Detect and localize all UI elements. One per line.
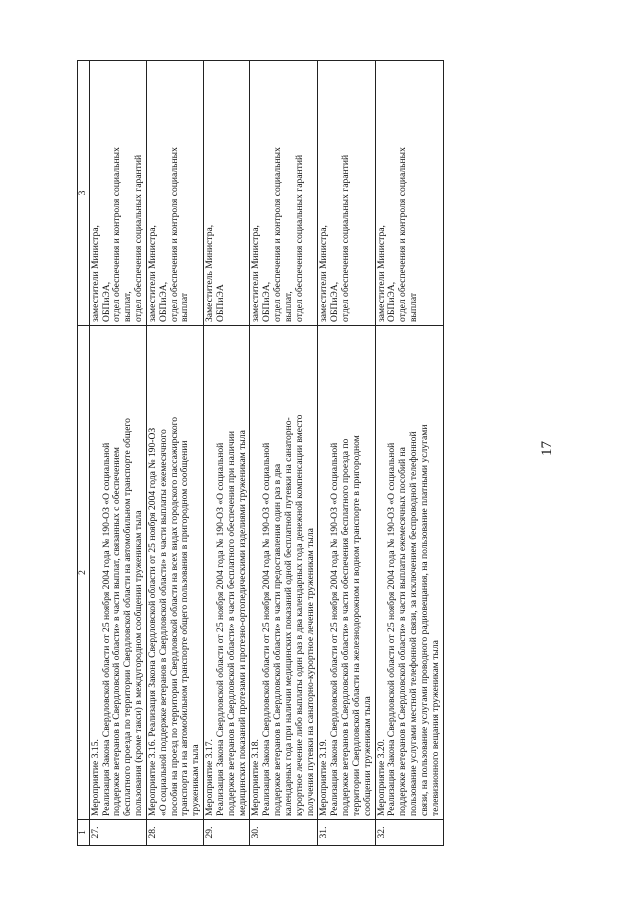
event-text-line: поддержке ветеранов в Свердловской области» в части обеспечения бесплатного проезда по	[340, 438, 352, 816]
table-row	[204, 61, 250, 846]
table-row	[250, 61, 318, 846]
event-text-line: поддержке ветеранов в Свердловской области» в части предоставления один раз в два	[272, 463, 284, 816]
responsible-executors	[318, 61, 375, 326]
responsible-executors	[146, 61, 203, 326]
event-text-line: календарных года при наличии медицинских показаний одной бесплатной путевки на санаторно-	[282, 417, 294, 816]
responsible-text-line: отдел обеспечения социальных гарантий	[340, 154, 352, 322]
row-number: 31.	[318, 820, 375, 846]
responsible-text-line: отдел обеспечения социальных гарантий	[133, 154, 145, 322]
responsible-text-line: отдел обеспечения социальных гарантий	[293, 154, 305, 322]
event-text-line: территории Свердловской области на железнодорожном и водном транспорте в пригородном	[350, 435, 362, 816]
event-text-line: Реализация Закона Свердловской области от 25 ноября 2004 года № 190-ОЗ «О социальной	[261, 442, 273, 816]
event-text-line: сообщении труженикам тыла	[361, 696, 373, 816]
responsible-text-line: заместители Министра,	[318, 225, 330, 322]
event-text-line: Реализация Закона Свердловской области от 25 ноября 2004 года № 190-ОЗ «О социальной	[214, 442, 226, 816]
event-text-line: курортное лечение либо выплаты один раз в два календарных года денежной компенсации вместо	[293, 414, 305, 816]
header-cell-responsible: 3	[78, 61, 90, 326]
rotated-table-wrapper	[77, 61, 527, 846]
event-text-line: Мероприятие 3.16. Реализация Закона Свердловской области от 25 ноября 2004 года № 190-ОЗ	[146, 427, 158, 816]
event-text-line: Реализация Закона Свердловской области от 25 ноября 2004 года № 190-ОЗ «О социальной	[386, 442, 398, 816]
responsible-text-line: выплат	[179, 292, 191, 322]
table-row	[146, 61, 203, 846]
event-text-line: бесплатного проезда по территории Свердловской области на автомобильном транспорте общего	[122, 418, 134, 816]
row-number: 30.	[250, 820, 318, 846]
event-description	[375, 326, 443, 820]
event-text-line: медицинских показаний протезами и протезно-ортопедическими изделиями труженикам тыла	[236, 430, 248, 816]
responsible-text-line: заместители Министра,	[146, 225, 158, 322]
event-text-line: Мероприятие 3.17.	[204, 739, 216, 816]
table-header-row	[78, 61, 90, 846]
row-number: 29.	[204, 820, 250, 846]
row-number: 27.	[89, 820, 146, 846]
event-text-line: поддержке ветеранов в Свердловской области» в части выплаты ежемесячных пособий на	[397, 447, 409, 816]
responsible-text-line: ОБПиЭА,	[386, 281, 398, 322]
event-text-line: поддержке ветеранов в Свердловской области» в части бесплатного обеспечения при наличии	[225, 431, 237, 816]
responsible-text-line: заместители Министра,	[89, 225, 101, 322]
event-description	[250, 326, 318, 820]
responsible-executors	[375, 61, 443, 326]
responsible-executors	[204, 61, 250, 326]
responsible-text-line: заместители Министра,	[375, 225, 387, 322]
responsible-text-line: ОБПиЭА	[214, 284, 226, 322]
event-description	[89, 326, 146, 820]
event-text-line: связи, на пользование услугами проводного радиовещания, на пользование платными услугами	[418, 424, 430, 816]
table-row	[375, 61, 443, 846]
table-row	[318, 61, 375, 846]
event-text-line: транспорта и на автомобильном транспорте общего пользования в пригородном сообщении	[179, 440, 191, 816]
event-description	[204, 326, 250, 820]
header-cell-event: 2	[78, 326, 90, 820]
event-text-line: пользование услугами местной телефонной связи, за исключением беспроводной телефонной	[408, 431, 420, 816]
responsible-text-line: выплат,	[282, 291, 294, 322]
event-text-line: пособия на проезд по территории Свердловской области на всех видах городского пассажирского	[168, 416, 180, 816]
event-text-line: Мероприятие 3.18.	[250, 739, 262, 816]
event-text-line: труженикам тыла	[190, 744, 202, 816]
responsible-text-line: ОБПиЭА,	[157, 281, 169, 322]
responsible-executors	[250, 61, 318, 326]
responsible-text-line: выплат,	[122, 291, 134, 322]
responsible-text-line: ОБПиЭА,	[329, 281, 341, 322]
event-text-line: Мероприятие 3.19.	[318, 739, 330, 816]
responsible-text-line: отдел обеспечения и контроля социальных	[272, 147, 284, 322]
event-text-line: получения путевки на санаторно-курортное лечение труженикам тыла	[304, 528, 316, 816]
responsible-text-line: отдел обеспечения и контроля социальных	[397, 147, 409, 322]
responsible-text-line: выплат	[408, 292, 420, 322]
event-text-line: Реализация Закона Свердловской области от 25 ноября 2004 года № 190-ОЗ «О социальной	[100, 442, 112, 816]
event-text-line: Мероприятие 3.20.	[375, 739, 387, 816]
responsible-text-line: отдел обеспечения и контроля социальных	[111, 147, 123, 322]
event-text-line: Реализация Закона Свердловской области от 25 ноября 2004 года № 190-ОЗ «О социальной	[329, 442, 341, 816]
responsible-executors	[89, 61, 146, 326]
page-number: 17	[539, 441, 555, 456]
table-row	[89, 61, 146, 846]
row-number: 32.	[375, 820, 443, 846]
event-text-line: поддержке ветеранов в Свердловской области» в части выплат, связанных с обеспечением	[111, 447, 123, 816]
responsible-text-line: ОБПиЭА,	[100, 281, 112, 322]
row-number: 28.	[146, 820, 203, 846]
event-text-line: «О социальной поддержке ветеранов в Свердловской области» в части выплаты ежемесячного	[157, 429, 169, 816]
measures-table	[77, 60, 444, 846]
event-text-line: Мероприятие 3.15.	[89, 739, 101, 816]
responsible-text-line: отдел обеспечения и контроля социальных	[168, 147, 180, 322]
event-text-line: телевизионного вещания труженикам тыла	[429, 640, 441, 816]
event-description	[318, 326, 375, 820]
event-text-line: пользования (кроме такси) в междугородном сообщении труженикам тыла	[133, 510, 145, 816]
event-description	[146, 326, 203, 820]
responsible-text-line: Заместитель Министра,	[204, 224, 216, 322]
header-cell-number: 1	[78, 820, 90, 846]
responsible-text-line: ОБПиЭА,	[261, 281, 273, 322]
responsible-text-line: заместители Министра,	[250, 225, 262, 322]
